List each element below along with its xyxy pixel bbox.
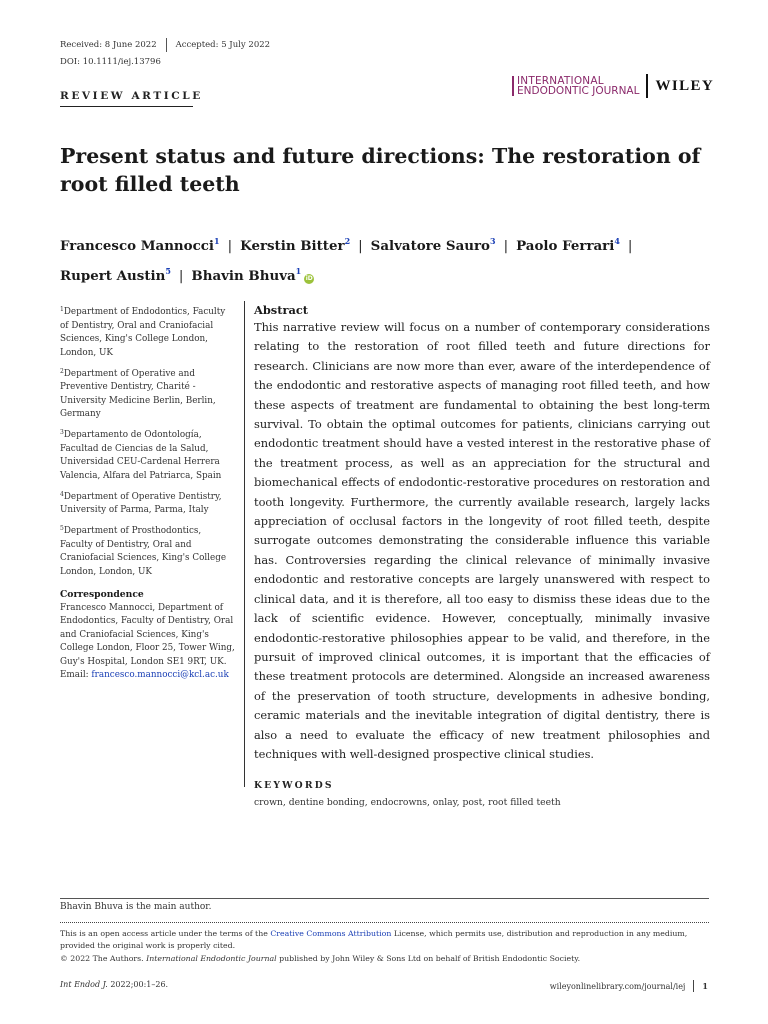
column-divider — [244, 301, 245, 787]
affiliation-marker: 2 — [344, 236, 351, 246]
author-separator: | — [178, 269, 184, 284]
received-date: Received: 8 June 2022 — [60, 40, 157, 50]
keywords-heading: KEYWORDS — [254, 780, 334, 792]
author-separator: | — [627, 239, 633, 254]
license-note: This is an open access article under the terms of the Creative Commons Attribution License, which permits use, distribution and reproduction in any medium, provided the original work is properly cited. — [60, 929, 688, 950]
accepted-date: Accepted: 5 July 2022 — [175, 40, 271, 50]
publisher-logo: WILEY — [655, 77, 715, 94]
affiliation-marker: 4 — [614, 236, 620, 246]
journal-logo[interactable] — [512, 74, 714, 98]
page-footer-right — [550, 980, 708, 992]
footer-separator — [693, 980, 694, 992]
author[interactable]: Kerstin Bitter$^2$ — [240, 236, 351, 254]
abstract-section — [254, 302, 710, 808]
author-separator: | — [358, 239, 363, 254]
author[interactable]: Paolo Ferrari$^4$ — [516, 236, 620, 254]
main-author-note: Bhavin Bhuva is the main author. — [60, 902, 212, 912]
abstract-body: This narrative review will focus on a number of contemporary considerations relating to the restoration of root filled teeth and future directions for research. Clinicians are now more than ever, aware of the interdependence of the endodontic and restorative aspects of managing root filled teeth, and how these aspects of treatment are fundamental to obtaining the best long-term survival. To obtain the optimal outcomes for patients, clinicians carrying out endodontic treatment should have a vested interest in the restorative phase of the treatment process, as well as an appreciation for the structural and biomechanical effects of endodontic-restorative procedures on restoration and tooth longevity. Furthermore, the currently available research, largely lacks appreciation of occlusal factors in the longevity of root filled teeth, despite surrogate outcomes demonstrating the considerable influence this variable has. Controversies regarding the clinical relevance of minimally invasive endodontic and restorative concepts are largely unanswered with respect to clinical data, and it is therefore, all too easy to dismiss these ideas due to the lack of scientific evidence. However, conceptually, minimally invasive endodontic-restorative philosophies appear to be valid, and therefore, in the pursuit of improved clinical outcomes, it is important that the efficacies of these treatment protocols are determined. Alongside an increased awareness of the preservation of tooth structure, developments in adhesive bonding, ceramic materials and the inevitable integration of digital dentistry, there is also a need to evaluate the efficacy of new treatment philosophies and techniques with well-designed prospective clinical studies. — [254, 320, 710, 761]
correspondence-heading: Correspondence — [60, 589, 144, 600]
article-dates — [60, 38, 270, 52]
author-list — [60, 229, 720, 289]
author[interactable]: Rupert Austin$^5$ — [60, 266, 171, 284]
author[interactable]: Francesco Mannocci$^1$ — [60, 236, 220, 254]
article-type: REVIEW ARTICLE — [60, 90, 203, 102]
keywords-list: crown, dentine bonding, endocrowns, onlay, post, root filled teeth — [254, 797, 561, 809]
journal-name-line2: ENDODONTIC JOURNAL — [517, 85, 640, 97]
date-separator — [166, 38, 167, 52]
journal-name-line1: INTERNATIONAL — [517, 75, 604, 87]
affiliations-column — [60, 303, 235, 683]
affiliation-marker: 5 — [165, 266, 171, 276]
affiliation-marker: 1 — [214, 236, 220, 246]
email-link[interactable]: francesco.mannocci@kcl.ac.uk — [91, 670, 229, 680]
article-type-rule — [60, 106, 193, 107]
creative-commons-link[interactable]: Creative Commons Attribution — [270, 929, 392, 938]
page-number: 1 — [702, 981, 708, 991]
affiliation: $^3$Departamento de Odontología, Facultad de Ciencias de la Salud, Universidad CEU-Cardenal Herrera Valencia, Alfara del Patriarca, Spain — [60, 429, 222, 481]
affiliation: $^5$Department of Prosthodontics, Faculty of Dentistry, Oral and Craniofacial Sciences, King's College London, London, UK — [60, 525, 227, 577]
citation: Int Endod J. 2022;00:1–26. — [60, 980, 169, 989]
orcid-icon[interactable]: iD — [305, 275, 313, 282]
author-separator: | — [227, 239, 233, 254]
copyright-note: © 2022 The Authors. International Endodontic Journal published by John Wiley & Sons Ltd on behalf of British Endodontic Society. — [60, 954, 581, 963]
author[interactable]: Bhavin Bhuva$^1$ — [191, 266, 302, 284]
abstract-heading: Abstract — [254, 303, 309, 317]
doi[interactable]: DOI: 10.1111/iej.13796 — [60, 57, 161, 67]
affiliation-marker: 3 — [490, 236, 496, 246]
journal-url[interactable]: wileyonlinelibrary.com/journal/iej — [549, 981, 686, 991]
affiliation-marker: 1 — [295, 266, 302, 276]
footnote-rule — [60, 898, 709, 899]
logo-divider — [646, 74, 648, 98]
affiliation: $^1$Department of Endodontics, Faculty of Dentistry, Oral and Craniofacial Sciences, King's College London, London, UK — [60, 306, 226, 358]
paper-title: Present status and future directions: The restoration of root filled teeth — [60, 144, 701, 196]
author-separator: | — [503, 239, 509, 254]
journal-name — [512, 76, 639, 96]
affiliation: $^2$Department of Operative and Preventive Dentistry, Charité - University Medicine Berlin, Berlin, Germany — [60, 367, 216, 419]
author[interactable]: Salvatore Sauro$^3$ — [370, 236, 496, 254]
affiliation: $^4$Department of Operative Dentistry, University of Parma, Parma, Italy — [60, 490, 222, 515]
footnote-dotted-rule — [60, 922, 709, 923]
correspondence-text: Francesco Mannocci, Department of Endodontics, Faculty of Dentistry, Oral and Craniofacial Sciences, King's College London, Floor 25, Tower Wing, Guy's Hospital, London SE1 9RT, UK. Email: francesco.mannocci@kcl.ac.uk — [60, 602, 235, 680]
